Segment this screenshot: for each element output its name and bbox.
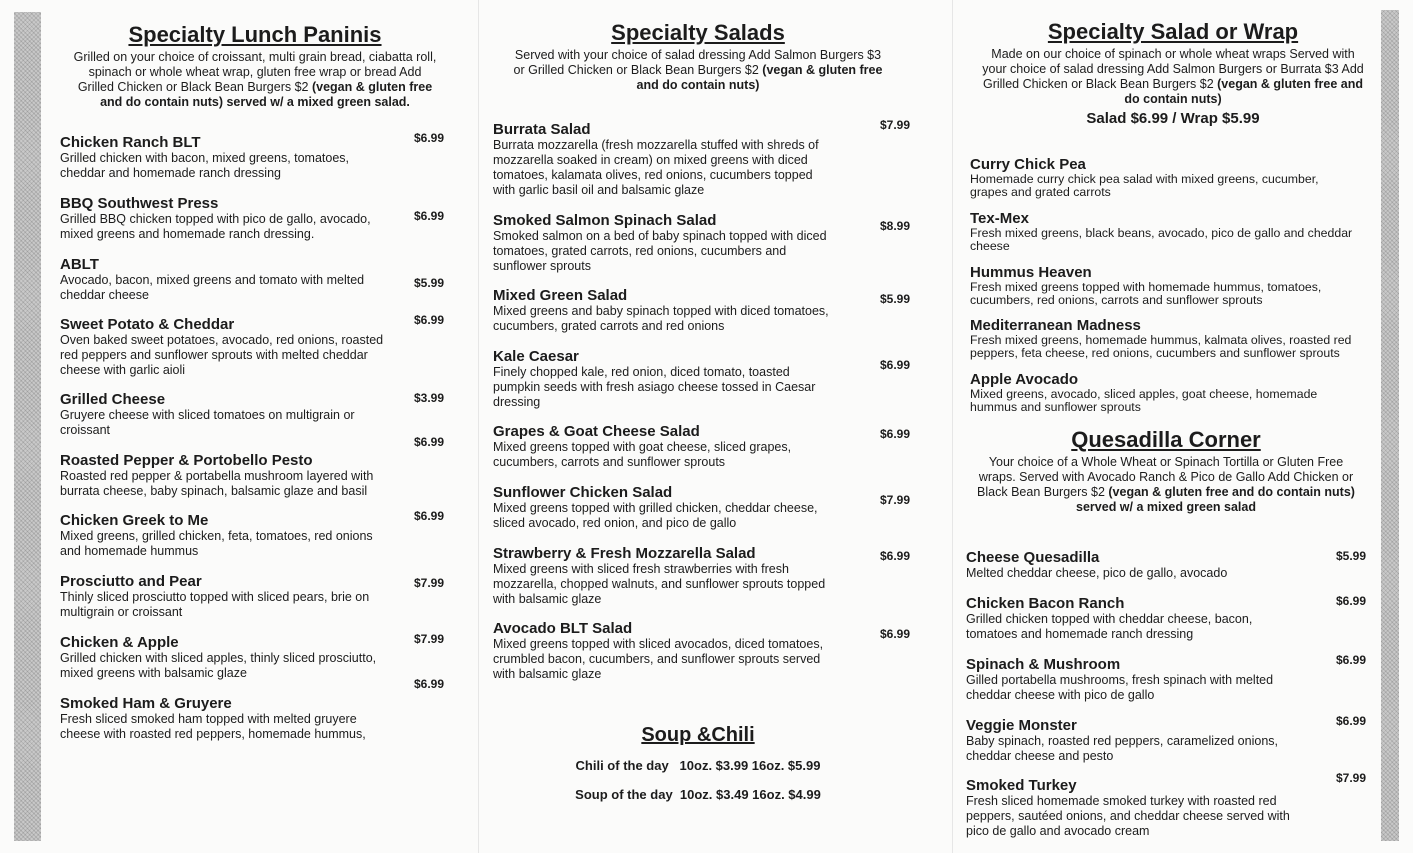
item-price: $7.99 [414,632,445,646]
item-price: $5.99 [414,276,445,290]
item-desc: Baby spinach, roasted red peppers, caramelized onions, cheddar cheese and pesto [966,734,1278,763]
item-name: Strawberry & Fresh Mozzarella Salad [493,545,756,562]
menu-item [60,509,450,559]
item-name: Mixed Green Salad [493,287,628,304]
salads-intro [513,48,883,93]
item-desc: Homemade curry chick pea salad with mixed greens, cucumber, grapes and grated carrots [970,172,1319,199]
menu-item [60,573,450,620]
item-name: Smoked Ham & Gruyere [60,695,232,712]
item-desc: Gruyere cheese with sliced tomatoes on multigrain or croissant [60,408,355,437]
item-price: $6.99 [880,627,911,641]
menu-item [60,313,450,378]
item-desc: Mixed greens with sliced fresh strawberries with fresh mozzarella, chopped walnuts, and sunflower sprouts topped with balsamic glaze [493,562,826,606]
paninis-intro-note: (vegan & gluten free and do contain nuts) served w/ a mixed green salad. [100,80,433,109]
item-price: $6.99 [880,427,911,441]
item-desc: Avocado, bacon, mixed greens and tomato with melted cheddar cheese [60,273,365,302]
item-name: Sunflower Chicken Salad [493,484,673,501]
panel-fold-2 [952,0,953,853]
item-price: $6.99 [414,677,445,691]
item-price: $6.99 [1336,653,1367,667]
item-price: $7.99 [880,118,911,132]
menu-item [60,435,450,499]
wrap-title: Specialty Salad or Wrap [1047,19,1299,44]
chili-row: Chili of the day 10oz. $3.99 16oz. $5.99 [575,758,821,773]
item-name: Tex-Mex [970,210,1029,227]
item-price: $6.99 [414,435,445,449]
quesadilla-intro [966,455,1366,515]
item-desc: Mixed greens topped with goat cheese, sliced grapes, cucumbers, carrots and sunflower sprouts [493,440,792,469]
item-desc: Melted cheddar cheese, pico de gallo, avocado [966,566,1228,580]
item-name: Burrata Salad [493,121,591,138]
item-price: $6.99 [414,509,445,523]
menu-item [493,348,923,410]
panel-fold-1 [478,0,479,853]
item-desc: Grilled chicken topped with cheddar cheese, bacon, tomatoes and homemade ranch dressing [966,612,1253,641]
menu-item [970,264,1376,307]
menu-item [493,423,923,470]
wrap-price-line: Salad $6.99 / Wrap $5.99 [1086,110,1260,127]
menu-item [966,771,1376,839]
menu-item [493,545,923,607]
item-price: $6.99 [1336,594,1367,608]
item-desc: Mixed greens topped with grilled chicken, cheddar cheese, sliced avocado, red onion, and pico de gallo [493,501,818,530]
item-desc: Mixed greens and baby spinach topped with diced tomatoes, cucumbers, grated carrots and red onions [493,304,829,333]
paninis-title: Specialty Lunch Paninis [128,22,382,47]
item-name: ABLT [60,256,99,273]
item-name: Smoked Turkey [966,777,1077,794]
menu-item [970,210,1376,253]
menu-item [966,653,1376,703]
item-name: Chicken & Apple [60,634,179,651]
menu-item [966,595,1376,642]
paninis-intro [60,50,450,110]
item-desc: Mixed greens, grilled chicken, feta, tomatoes, red onions and homemade hummus [60,529,373,558]
menu-item [966,714,1376,764]
item-name: Smoked Salmon Spinach Salad [493,212,717,229]
item-price: $6.99 [414,131,445,145]
item-price: $6.99 [880,549,911,563]
item-price: $6.99 [414,209,445,223]
item-name: Spinach & Mushroom [966,656,1121,673]
wrap-intro [978,47,1368,107]
item-desc: Smoked salmon on a bed of baby spinach topped with diced tomatoes, grated carrots, red onions, cucumbers and sunflower sprouts [493,229,827,273]
item-desc: Mixed greens topped with sliced avocados, diced tomatoes, crumbled bacon, cucumbers, and sunflower sprouts served with balsamic glaze [493,637,824,681]
item-price: $3.99 [414,391,445,405]
menu-item [970,317,1376,360]
menu-item [60,391,450,438]
item-desc: Thinly sliced prosciutto topped with sliced pears, brie on multigrain or croissant [60,590,370,619]
menu-item [493,118,923,198]
item-desc: Roasted red pepper & portabella mushroom layered with burrata cheese, baby spinach, balsamic glaze and basil [60,469,374,498]
item-price: $6.99 [880,358,911,372]
item-name: Grilled Cheese [60,391,166,408]
quesadilla-title: Quesadilla Corner [1071,427,1261,452]
item-name: Hummus Heaven [970,264,1092,281]
menu-item [60,677,450,742]
quesadilla-intro-text: Your choice of a Whole Wheat or Spinach Tortilla or Gluten Free wraps. Served with Avocado Ranch & Pico de Gallo Add Chicken or Black Bean Burgers $2 [977,455,1354,499]
salads-intro-note: (vegan & gluten free and do contain nuts) [636,63,883,92]
item-price: $6.99 [414,313,445,327]
menu-item [493,620,923,682]
salads-intro-text: Served with your choice of salad dressing Add Salmon Burgers $3 or Grilled Chicken or Black Bean Burgers $2 [513,48,882,77]
menu-item [60,634,450,681]
menu-item [60,131,450,181]
salads-title: Specialty Salads [611,20,785,45]
item-name: Cheese Quesadilla [966,549,1100,566]
item-name: Kale Caesar [493,348,579,365]
wrap-intro-note: (vegan & gluten free and do contain nuts) [1124,77,1363,106]
item-name: Veggie Monster [966,717,1077,734]
menu-item [970,371,1376,414]
quesadilla-intro-note: (vegan & gluten free and do contain nuts) served w/ a mixed green salad [1076,485,1355,514]
item-name: Chicken Ranch BLT [60,134,201,151]
item-name: Mediterranean Madness [970,317,1141,334]
menu-item [970,156,1376,199]
item-price: $6.99 [1336,714,1367,728]
wrap-intro-text: Made on our choice of spinach or whole wheat wraps Served with your choice of salad dressing Add Salmon Burgers or Burrata $3 Add Grilled Chicken or Black Bean Burgers $2 [982,47,1364,91]
item-name: Roasted Pepper & Portobello Pesto [60,452,313,469]
item-price: $8.99 [880,219,911,233]
item-desc: Oven baked sweet potatoes, avocado, red onions, roasted red peppers and sunflower sprouts with melted cheddar cheese with garlic aioli [60,333,384,377]
soup-title: Soup &Chili [641,724,755,746]
paninis-intro-text: Grilled on your choice of croissant, multi grain bread, ciabatta roll, spinach or whole wheat wrap, gluten free wrap or bread Add Grilled Chicken or Black Bean Burgers $2 [73,50,437,94]
item-name: Prosciutto and Pear [60,573,202,590]
item-desc: Mixed greens, avocado, sliced apples, goat cheese, homemade hummus and sunflower sprouts [970,387,1318,414]
quesadilla-header [966,427,1366,515]
item-name: Curry Chick Pea [970,156,1086,173]
right-page-edge [1381,10,1399,841]
item-desc: Grilled chicken with bacon, mixed greens, tomatoes, cheddar and homemade ranch dressing [60,151,350,180]
item-desc: Fresh mixed greens topped with homemade hummus, tomatoes, cucumbers, red onions, carrots and sunflower sprouts [970,280,1322,307]
item-price: $7.99 [1336,771,1367,785]
menu-item [966,549,1376,581]
item-desc: Burrata mozzarella (fresh mozzarella stuffed with shreds of mozzarella soaked in cream) on mixed greens with diced tomatoes, kalamata olives, red onions, cucumbers topped with garlic basil oil and balsamic glaze [493,138,819,197]
item-desc: Fresh sliced smoked ham topped with melted gruyere cheese with roasted red peppers, homemade hummus, [60,712,366,741]
menu-item [60,195,450,242]
soup-row: Soup of the day 10oz. $3.49 16oz. $4.99 [575,787,821,802]
item-desc: Gilled portabella mushrooms, fresh spinach with melted cheddar cheese with pico de gallo [966,673,1274,702]
item-desc: Finely chopped kale, red onion, diced tomato, toasted pumpkin seeds with fresh asiago cheese tossed in Caesar dressing [493,365,816,409]
item-desc: Fresh mixed greens, black beans, avocado, pico de gallo and cheddar cheese [970,226,1353,253]
menu-item [493,212,923,274]
item-name: Chicken Greek to Me [60,512,209,529]
item-desc: Fresh sliced homemade smoked turkey with roasted red peppers, sautéed onions, and cheddar cheese served with pico de gallo and avocado cream [966,794,1290,838]
left-page-edge [14,12,41,841]
item-desc: Grilled BBQ chicken topped with pico de gallo, avocado, mixed greens and homemade ranch dressing. [60,212,371,241]
menu-item [60,256,450,303]
soup-section [493,722,903,802]
menu-item [493,287,923,334]
item-name: Avocado BLT Salad [493,620,633,637]
item-desc: Grilled chicken with sliced apples, thinly sliced prosciutto, mixed greens with balsamic glaze [60,651,377,680]
item-name: Chicken Bacon Ranch [966,595,1125,612]
item-name: BBQ Southwest Press [60,195,219,212]
item-name: Apple Avocado [970,371,1079,388]
item-price: $7.99 [880,493,911,507]
menu-item [493,484,923,531]
item-price: $7.99 [414,576,445,590]
item-name: Grapes & Goat Cheese Salad [493,423,700,440]
item-name: Sweet Potato & Cheddar [60,316,235,333]
item-price: $5.99 [880,292,911,306]
item-desc: Fresh mixed greens, homemade hummus, kalmata olives, roasted red peppers, feta cheese, red onions, cucumbers and sunflower sprouts [970,333,1352,360]
item-price: $5.99 [1336,549,1367,563]
